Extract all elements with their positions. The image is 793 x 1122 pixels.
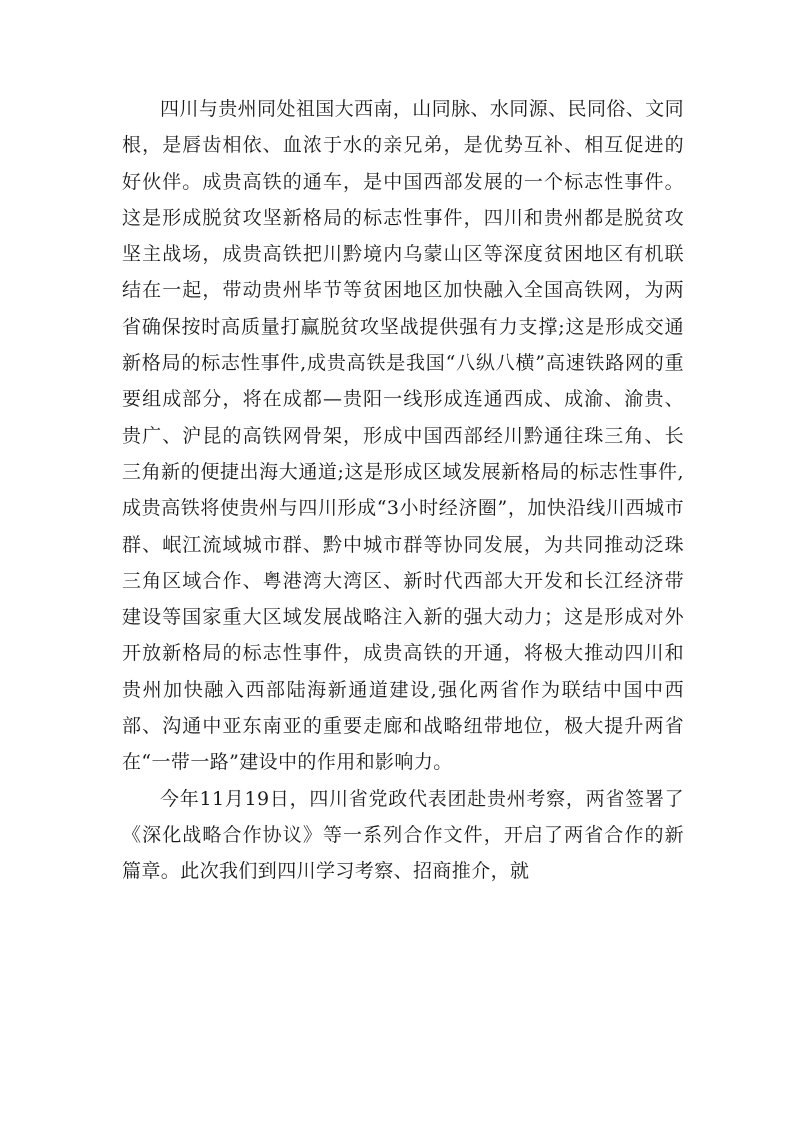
paragraph-sichuan-guizhou: 四川与贵州同处祖国大西南，山同脉、水同源、民同俗、文同根，是唇齿相依、血浓于水的亲兄弟，是优势互补、相互促进的好伙伴。成贵高铁的通车，是中国西部发展的一个标志性事件。这是形成脱贫攻坚新格局的标志性事件，四川和贵州都是脱贫攻坚主战场，成贵高铁把川黔境内乌蒙山区等深度贫困地区有机联结在一起，带动贵州毕节等贫困地区加快融入全国高铁网，为两省确保按时高质量打赢脱贫攻坚战提供强有力支撑;这是形成交通新格局的标志性事件,成贵高铁是我国“八纵八横”高速铁路网的重要组成部分，将在成都—贵阳一线形成连通西成、成渝、渝贵、贵广、沪昆的高铁网骨架，形成中国西部经川黔通往珠三角、长三角新的便捷出海大通道;这是形成区域发展新格局的标志性事件,成贵高铁将使贵州与四川形成“3小时经济圈”，加快沿线川西城市群、岷江流域城市群、黔中城市群等协同发展，为共同推动泛珠三角区域合作、粤港湾大湾区、新时代西部大开发和长江经济带建设等国家重大区域发展战略注入新的强大动力；这是形成对外开放新格局的标志性事件，成贵高铁的开通，将极大推动四川和贵州加快融入西部陆海新通道建设,强化两省作为联结中国中西部、沟通中亚东南亚的重要走廊和战略纽带地位，极大提升两省在“一带一路”建设中的作用和影响力。 <box>122 98 684 774</box>
paragraph-delegation-visit: 今年11月19日，四川省党政代表团赴贵州考察，两省签署了《深化战略合作协议》等一系列合作文件，开启了两省合作的新篇章。此次我们到四川学习考察、招商推介，就 <box>122 787 684 883</box>
document-body <box>122 91 684 890</box>
